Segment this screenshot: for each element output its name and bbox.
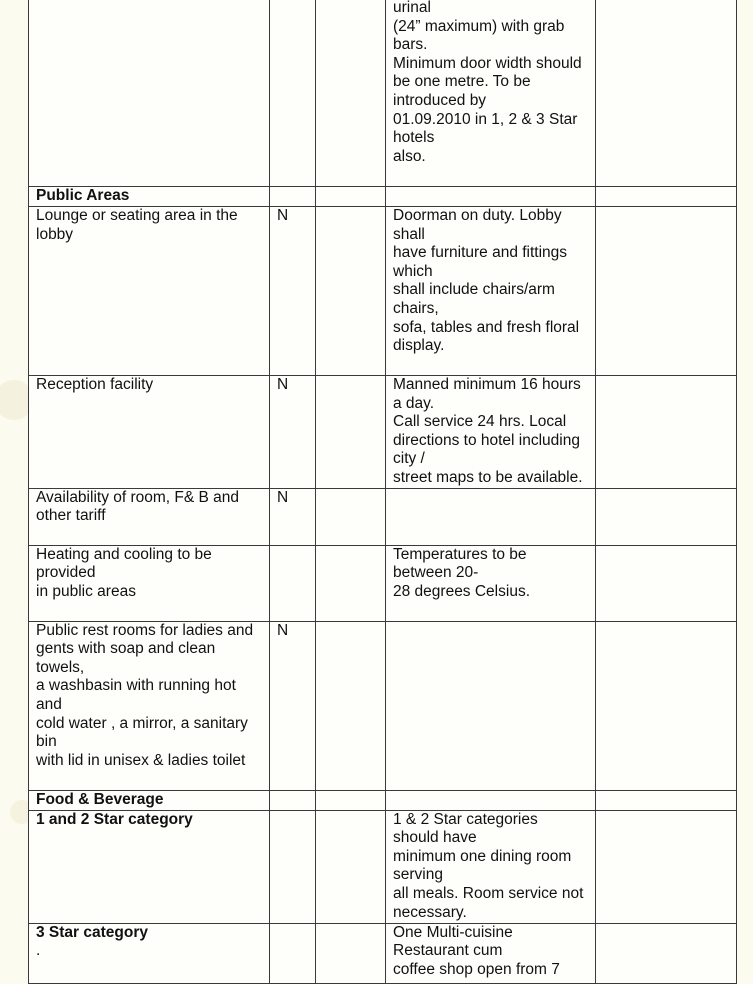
empty-cell <box>316 621 386 790</box>
criteria-cell: Reception facility <box>29 376 270 489</box>
description-cell <box>386 621 596 790</box>
flag-cell <box>270 810 316 923</box>
empty-cell <box>596 545 737 621</box>
criteria-cell: Lounge or seating area in the lobby <box>29 207 270 376</box>
empty-cell <box>316 187 386 207</box>
criteria-cell: Heating and cooling to be provided in public areas <box>29 545 270 621</box>
empty-cell <box>596 187 737 207</box>
table-row <box>29 0 737 187</box>
empty-cell <box>316 923 386 983</box>
empty-cell <box>596 790 737 810</box>
flag-cell: N <box>270 207 316 376</box>
empty-cell <box>596 376 737 489</box>
flag-cell <box>270 545 316 621</box>
category-heading: 3 Star category <box>36 923 148 941</box>
empty-cell <box>596 810 737 923</box>
description-cell: Doorman on duty. Lobby shall have furniture and fittings which shall include chairs/arm chairs, sofa, tables and fresh floral display. <box>386 207 596 376</box>
empty-cell <box>596 488 737 545</box>
empty-cell <box>596 207 737 376</box>
section-header-row <box>29 187 737 207</box>
empty-cell <box>316 790 386 810</box>
empty-cell <box>596 0 737 187</box>
flag-cell: N <box>270 621 316 790</box>
flag-cell <box>270 790 316 810</box>
section-heading: Food & Beverage <box>29 790 270 810</box>
criteria-note: . <box>36 942 41 960</box>
table-row <box>29 810 737 923</box>
table-row <box>29 207 737 376</box>
criteria-cell <box>29 923 270 983</box>
empty-cell <box>596 923 737 983</box>
flag-cell: N <box>270 488 316 545</box>
flag-cell <box>270 923 316 983</box>
empty-cell <box>316 545 386 621</box>
empty-cell <box>316 0 386 187</box>
flag-cell <box>270 187 316 207</box>
table-row <box>29 923 737 983</box>
empty-cell <box>316 488 386 545</box>
description-cell: Manned minimum 16 hours a day. Call service 24 hrs. Local directions to hotel including city / street maps to be available. <box>386 376 596 489</box>
table-row <box>29 376 737 489</box>
section-header-row <box>29 790 737 810</box>
empty-cell <box>316 376 386 489</box>
description-cell <box>386 488 596 545</box>
description-cell <box>386 790 596 810</box>
criteria-cell: Public rest rooms for ladies and gents with soap and clean towels, a washbasin with running hot and cold water , a mirror, a sanitary bin with lid in unisex & ladies toilet <box>29 621 270 790</box>
table-row <box>29 621 737 790</box>
flag-cell: N <box>270 376 316 489</box>
empty-cell <box>316 207 386 376</box>
section-heading: Public Areas <box>29 187 270 207</box>
criteria-cell <box>29 0 270 187</box>
criteria-cell: Availability of room, F& B and other tariff <box>29 488 270 545</box>
empty-cell <box>316 810 386 923</box>
empty-cell <box>596 621 737 790</box>
description-cell: One Multi-cuisine Restaurant cum coffee shop open from 7 <box>386 923 596 983</box>
table-row <box>29 545 737 621</box>
flag-cell <box>270 0 316 187</box>
description-cell <box>386 187 596 207</box>
description-cell: Temperatures to be between 20- 28 degrees Celsius. <box>386 545 596 621</box>
table-row <box>29 488 737 545</box>
category-heading: 1 and 2 Star category <box>29 810 270 923</box>
description-cell: 1 & 2 Star categories should have minimum one dining room serving all meals. Room service not necessary. <box>386 810 596 923</box>
hotel-standards-table <box>28 0 737 984</box>
description-cell: urinal (24” maximum) with grab bars. Minimum door width should be one metre. To be introduced by 01.09.2010 in 1, 2 & 3 Star hotels also. <box>386 0 596 187</box>
